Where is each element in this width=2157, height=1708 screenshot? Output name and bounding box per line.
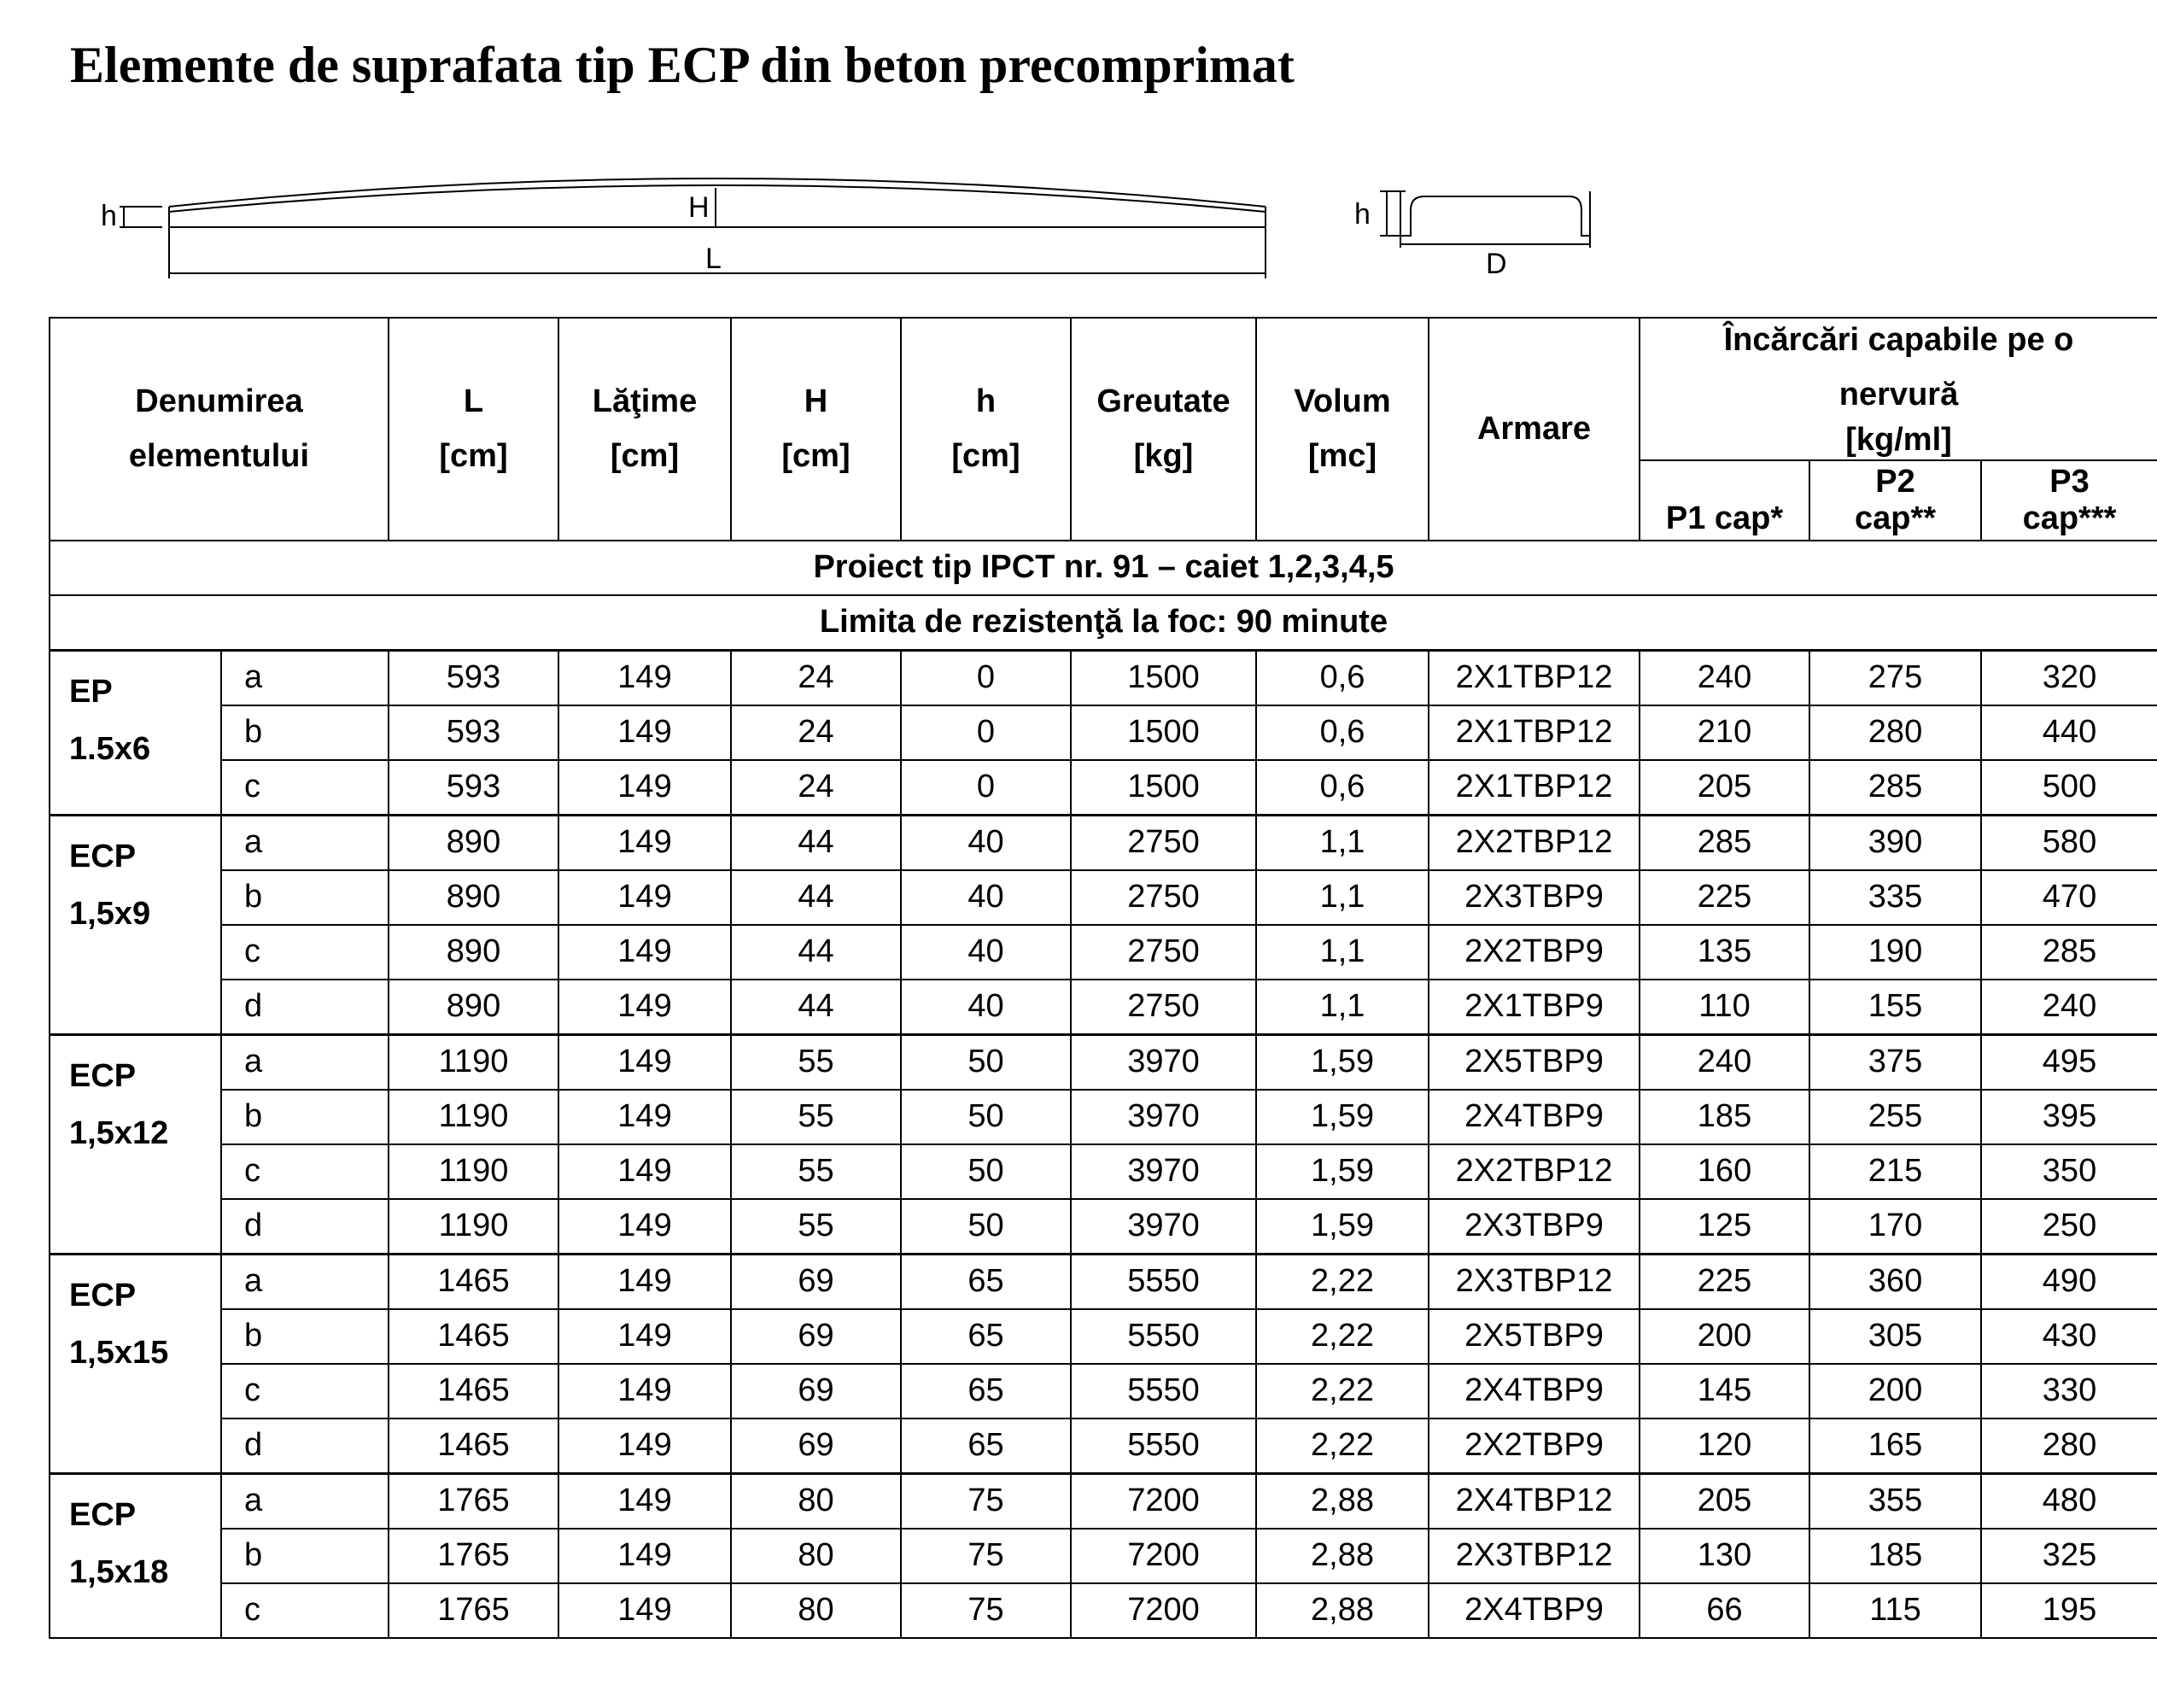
variant-cell: d <box>221 980 389 1035</box>
p3-cell: 240 <box>1981 980 2157 1035</box>
reinforcement-cell: 2X3TBP9 <box>1429 870 1640 925</box>
weight-cell: 2750 <box>1071 870 1256 925</box>
p1-cell: 200 <box>1640 1309 1809 1364</box>
section-project: Proiect tip IPCT nr. 91 – caiet 1,2,3,4,5 <box>50 541 2157 595</box>
weight-cell: 5550 <box>1071 1418 1256 1474</box>
reinforcement-cell: 2X1TBP12 <box>1429 705 1640 760</box>
p3-cell: 280 <box>1981 1418 2157 1474</box>
weight-cell: 5550 <box>1071 1364 1256 1418</box>
header-width: Lăţime [cm] <box>558 318 731 541</box>
p3-cell: 320 <box>1981 651 2157 706</box>
p1-cell: 205 <box>1640 760 1809 816</box>
H-cell: 44 <box>731 870 901 925</box>
h-cell: 50 <box>901 1199 1071 1255</box>
L-cell: 1465 <box>389 1309 558 1364</box>
h-cell: 0 <box>901 760 1071 816</box>
reinforcement-cell: 2X3TBP12 <box>1429 1529 1640 1583</box>
variant-cell: a <box>221 1474 389 1530</box>
element-group-name: ECP 1,5x18 <box>50 1474 221 1639</box>
H-cell: 80 <box>731 1529 901 1583</box>
H-cell: 69 <box>731 1309 901 1364</box>
volume-cell: 1,59 <box>1256 1090 1429 1144</box>
table-row <box>50 1364 2157 1418</box>
diagram-H-label: H <box>688 191 710 224</box>
L-cell: 1190 <box>389 1035 558 1091</box>
weight-cell: 3970 <box>1071 1199 1256 1255</box>
p1-cell: 110 <box>1640 980 1809 1035</box>
H-cell: 69 <box>731 1255 901 1310</box>
volume-cell: 0,6 <box>1256 651 1429 706</box>
width-cell: 149 <box>558 816 731 871</box>
reinforcement-cell: 2X2TBP12 <box>1429 816 1640 871</box>
element-group-name: ECP 1,5x9 <box>50 816 221 1035</box>
p1-cell: 225 <box>1640 870 1809 925</box>
variant-cell: b <box>221 705 389 760</box>
L-cell: 1765 <box>389 1474 558 1530</box>
p2-cell: 115 <box>1809 1583 1981 1638</box>
weight-cell: 7200 <box>1071 1583 1256 1638</box>
h-cell: 50 <box>901 1144 1071 1199</box>
L-cell: 890 <box>389 980 558 1035</box>
weight-cell: 1500 <box>1071 705 1256 760</box>
width-cell: 149 <box>558 760 731 816</box>
H-cell: 55 <box>731 1035 901 1091</box>
variant-cell: c <box>221 760 389 816</box>
p3-cell: 250 <box>1981 1199 2157 1255</box>
weight-cell: 3970 <box>1071 1035 1256 1091</box>
width-cell: 149 <box>558 1474 731 1530</box>
reinforcement-cell: 2X2TBP12 <box>1429 1144 1640 1199</box>
L-cell: 1465 <box>389 1364 558 1418</box>
reinforcement-cell: 2X1TBP12 <box>1429 760 1640 816</box>
volume-cell: 2,22 <box>1256 1255 1429 1310</box>
h-cell: 75 <box>901 1583 1071 1638</box>
volume-cell: 1,1 <box>1256 816 1429 871</box>
section-row-fire <box>50 595 2157 651</box>
reinforcement-cell: 2X3TBP9 <box>1429 1199 1640 1255</box>
volume-cell: 2,22 <box>1256 1309 1429 1364</box>
L-cell: 1190 <box>389 1090 558 1144</box>
p3-cell: 440 <box>1981 705 2157 760</box>
volume-cell: 1,59 <box>1256 1199 1429 1255</box>
section-fire-resistance: Limita de rezistenţă la foc: 90 minute <box>50 595 2157 651</box>
p1-cell: 135 <box>1640 925 1809 980</box>
variant-cell: b <box>221 1309 389 1364</box>
weight-cell: 3970 <box>1071 1090 1256 1144</box>
p3-cell: 495 <box>1981 1035 2157 1091</box>
width-cell: 149 <box>558 980 731 1035</box>
p1-cell: 145 <box>1640 1364 1809 1418</box>
reinforcement-cell: 2X4TBP9 <box>1429 1583 1640 1638</box>
L-cell: 593 <box>389 651 558 706</box>
h-cell: 65 <box>901 1364 1071 1418</box>
reinforcement-cell: 2X1TBP12 <box>1429 651 1640 706</box>
p2-cell: 355 <box>1809 1474 1981 1530</box>
header-L: L [cm] <box>389 318 558 541</box>
volume-cell: 2,88 <box>1256 1529 1429 1583</box>
p1-cell: 240 <box>1640 651 1809 706</box>
L-cell: 1190 <box>389 1199 558 1255</box>
reinforcement-cell: 2X5TBP9 <box>1429 1309 1640 1364</box>
reinforcement-cell: 2X1TBP9 <box>1429 980 1640 1035</box>
weight-cell: 1500 <box>1071 760 1256 816</box>
variant-cell: b <box>221 1529 389 1583</box>
width-cell: 149 <box>558 925 731 980</box>
table-row <box>50 1199 2157 1255</box>
p2-cell: 390 <box>1809 816 1981 871</box>
variant-cell: b <box>221 870 389 925</box>
p2-cell: 200 <box>1809 1364 1981 1418</box>
table-row <box>50 1474 2157 1530</box>
H-cell: 24 <box>731 705 901 760</box>
H-cell: 55 <box>731 1199 901 1255</box>
diagram-h-label: h <box>101 200 117 232</box>
p3-cell: 285 <box>1981 925 2157 980</box>
width-cell: 149 <box>558 651 731 706</box>
volume-cell: 0,6 <box>1256 760 1429 816</box>
weight-cell: 3970 <box>1071 1144 1256 1199</box>
variant-cell: a <box>221 1035 389 1091</box>
p3-cell: 195 <box>1981 1583 2157 1638</box>
p3-cell: 490 <box>1981 1255 2157 1310</box>
h-cell: 75 <box>901 1474 1071 1530</box>
p2-cell: 185 <box>1809 1529 1981 1583</box>
p3-cell: 470 <box>1981 870 2157 925</box>
p1-cell: 66 <box>1640 1583 1809 1638</box>
p3-cell: 330 <box>1981 1364 2157 1418</box>
p1-cell: 160 <box>1640 1144 1809 1199</box>
variant-cell: c <box>221 1583 389 1638</box>
variant-cell: c <box>221 925 389 980</box>
table-row <box>50 870 2157 925</box>
element-group-name: ECP 1,5x15 <box>50 1255 221 1474</box>
h-cell: 40 <box>901 816 1071 871</box>
diagram-L-label: L <box>705 243 722 275</box>
h-cell: 75 <box>901 1529 1071 1583</box>
width-cell: 149 <box>558 870 731 925</box>
p1-cell: 130 <box>1640 1529 1809 1583</box>
cross-section-drawing <box>1380 191 1590 248</box>
header-p2: P2 cap** <box>1809 460 1981 541</box>
table-row <box>50 705 2157 760</box>
H-cell: 55 <box>731 1090 901 1144</box>
element-diagram <box>0 162 1622 290</box>
volume-cell: 1,1 <box>1256 980 1429 1035</box>
H-cell: 24 <box>731 651 901 706</box>
H-cell: 24 <box>731 760 901 816</box>
weight-cell: 2750 <box>1071 816 1256 871</box>
p1-cell: 185 <box>1640 1090 1809 1144</box>
p2-cell: 215 <box>1809 1144 1981 1199</box>
header-p1: P1 cap* <box>1640 460 1809 541</box>
H-cell: 44 <box>731 925 901 980</box>
width-cell: 149 <box>558 705 731 760</box>
table-row <box>50 816 2157 871</box>
header-reinforcement: Armare <box>1429 318 1640 541</box>
p2-cell: 190 <box>1809 925 1981 980</box>
weight-cell: 2750 <box>1071 980 1256 1035</box>
variant-cell: c <box>221 1364 389 1418</box>
L-cell: 890 <box>389 816 558 871</box>
width-cell: 149 <box>558 1309 731 1364</box>
p2-cell: 165 <box>1809 1418 1981 1474</box>
weight-cell: 2750 <box>1071 925 1256 980</box>
p3-cell: 325 <box>1981 1529 2157 1583</box>
p1-cell: 210 <box>1640 705 1809 760</box>
element-group-name: EP 1.5x6 <box>50 651 221 816</box>
H-cell: 69 <box>731 1364 901 1418</box>
H-cell: 55 <box>731 1144 901 1199</box>
p3-cell: 580 <box>1981 816 2157 871</box>
header-h: h [cm] <box>901 318 1071 541</box>
p1-cell: 285 <box>1640 816 1809 871</box>
H-cell: 69 <box>731 1418 901 1474</box>
variant-cell: d <box>221 1199 389 1255</box>
variant-cell: c <box>221 1144 389 1199</box>
L-cell: 1765 <box>389 1583 558 1638</box>
p3-cell: 350 <box>1981 1144 2157 1199</box>
h-cell: 65 <box>901 1255 1071 1310</box>
reinforcement-cell: 2X4TBP12 <box>1429 1474 1640 1530</box>
h-cell: 40 <box>901 925 1071 980</box>
header-row <box>50 318 2157 460</box>
reinforcement-cell: 2X5TBP9 <box>1429 1035 1640 1091</box>
h-cell: 65 <box>901 1309 1071 1364</box>
element-group-name: ECP 1,5x12 <box>50 1035 221 1255</box>
volume-cell: 1,1 <box>1256 925 1429 980</box>
reinforcement-cell: 2X4TBP9 <box>1429 1364 1640 1418</box>
variant-cell: a <box>221 816 389 871</box>
L-cell: 1465 <box>389 1418 558 1474</box>
volume-cell: 2,22 <box>1256 1418 1429 1474</box>
H-cell: 44 <box>731 816 901 871</box>
header-name: Denumirea elementului <box>50 318 389 541</box>
L-cell: 1765 <box>389 1529 558 1583</box>
variant-cell: a <box>221 651 389 706</box>
reinforcement-cell: 2X2TBP9 <box>1429 925 1640 980</box>
table-row <box>50 1309 2157 1364</box>
h-cell: 0 <box>901 705 1071 760</box>
width-cell: 149 <box>558 1583 731 1638</box>
volume-cell: 2,88 <box>1256 1583 1429 1638</box>
table-row <box>50 1529 2157 1583</box>
p3-cell: 480 <box>1981 1474 2157 1530</box>
volume-cell: 1,59 <box>1256 1144 1429 1199</box>
width-cell: 149 <box>558 1035 731 1091</box>
volume-cell: 2,22 <box>1256 1364 1429 1418</box>
weight-cell: 7200 <box>1071 1474 1256 1530</box>
h-cell: 0 <box>901 651 1071 706</box>
width-cell: 149 <box>558 1255 731 1310</box>
p1-cell: 205 <box>1640 1474 1809 1530</box>
header-weight: Greutate [kg] <box>1071 318 1256 541</box>
table-row <box>50 1255 2157 1310</box>
variant-cell: a <box>221 1255 389 1310</box>
p2-cell: 335 <box>1809 870 1981 925</box>
L-cell: 1190 <box>389 1144 558 1199</box>
p2-cell: 255 <box>1809 1090 1981 1144</box>
p2-cell: 275 <box>1809 651 1981 706</box>
page-title: Elemente de suprafata tip ECP din beton precomprimat <box>70 37 1295 93</box>
table-row <box>50 1144 2157 1199</box>
h-cell: 50 <box>901 1035 1071 1091</box>
volume-cell: 1,59 <box>1256 1035 1429 1091</box>
p3-cell: 500 <box>1981 760 2157 816</box>
h-cell: 50 <box>901 1090 1071 1144</box>
table-row <box>50 1418 2157 1474</box>
table-row <box>50 1035 2157 1091</box>
p3-cell: 430 <box>1981 1309 2157 1364</box>
weight-cell: 1500 <box>1071 651 1256 706</box>
p2-cell: 375 <box>1809 1035 1981 1091</box>
width-cell: 149 <box>558 1364 731 1418</box>
variant-cell: b <box>221 1090 389 1144</box>
table-row <box>50 925 2157 980</box>
weight-cell: 7200 <box>1071 1529 1256 1583</box>
reinforcement-cell: 2X3TBP12 <box>1429 1255 1640 1310</box>
p2-cell: 305 <box>1809 1309 1981 1364</box>
L-cell: 890 <box>389 870 558 925</box>
diagram-section-h-label: h <box>1354 198 1371 231</box>
p2-cell: 170 <box>1809 1199 1981 1255</box>
H-cell: 80 <box>731 1474 901 1530</box>
p1-cell: 240 <box>1640 1035 1809 1091</box>
width-cell: 149 <box>558 1418 731 1474</box>
variant-cell: d <box>221 1418 389 1474</box>
header-H: H [cm] <box>731 318 901 541</box>
p2-cell: 360 <box>1809 1255 1981 1310</box>
volume-cell: 1,1 <box>1256 870 1429 925</box>
width-cell: 149 <box>558 1144 731 1199</box>
L-cell: 593 <box>389 705 558 760</box>
table-row <box>50 651 2157 706</box>
table-row <box>50 1090 2157 1144</box>
p2-cell: 155 <box>1809 980 1981 1035</box>
header-p3: P3 cap*** <box>1981 460 2157 541</box>
table-row <box>50 980 2157 1035</box>
p1-cell: 125 <box>1640 1199 1809 1255</box>
p2-cell: 285 <box>1809 760 1981 816</box>
header-volume: Volum [mc] <box>1256 318 1429 541</box>
header-loads: Încărcări capabile pe o nervură [kg/ml] <box>1640 318 2157 460</box>
width-cell: 149 <box>558 1529 731 1583</box>
h-cell: 40 <box>901 870 1071 925</box>
weight-cell: 5550 <box>1071 1309 1256 1364</box>
specifications-table <box>49 317 2157 1639</box>
reinforcement-cell: 2X4TBP9 <box>1429 1090 1640 1144</box>
volume-cell: 0,6 <box>1256 705 1429 760</box>
reinforcement-cell: 2X2TBP9 <box>1429 1418 1640 1474</box>
p1-cell: 225 <box>1640 1255 1809 1310</box>
table-row <box>50 760 2157 816</box>
h-cell: 65 <box>901 1418 1071 1474</box>
width-cell: 149 <box>558 1090 731 1144</box>
p2-cell: 280 <box>1809 705 1981 760</box>
h-cell: 40 <box>901 980 1071 1035</box>
volume-cell: 2,88 <box>1256 1474 1429 1530</box>
L-cell: 593 <box>389 760 558 816</box>
section-row-project <box>50 541 2157 595</box>
H-cell: 80 <box>731 1583 901 1638</box>
weight-cell: 5550 <box>1071 1255 1256 1310</box>
H-cell: 44 <box>731 980 901 1035</box>
L-cell: 890 <box>389 925 558 980</box>
p1-cell: 120 <box>1640 1418 1809 1474</box>
p3-cell: 395 <box>1981 1090 2157 1144</box>
width-cell: 149 <box>558 1199 731 1255</box>
diagram-D-label: D <box>1486 248 1507 280</box>
L-cell: 1465 <box>389 1255 558 1310</box>
table-row <box>50 1583 2157 1638</box>
